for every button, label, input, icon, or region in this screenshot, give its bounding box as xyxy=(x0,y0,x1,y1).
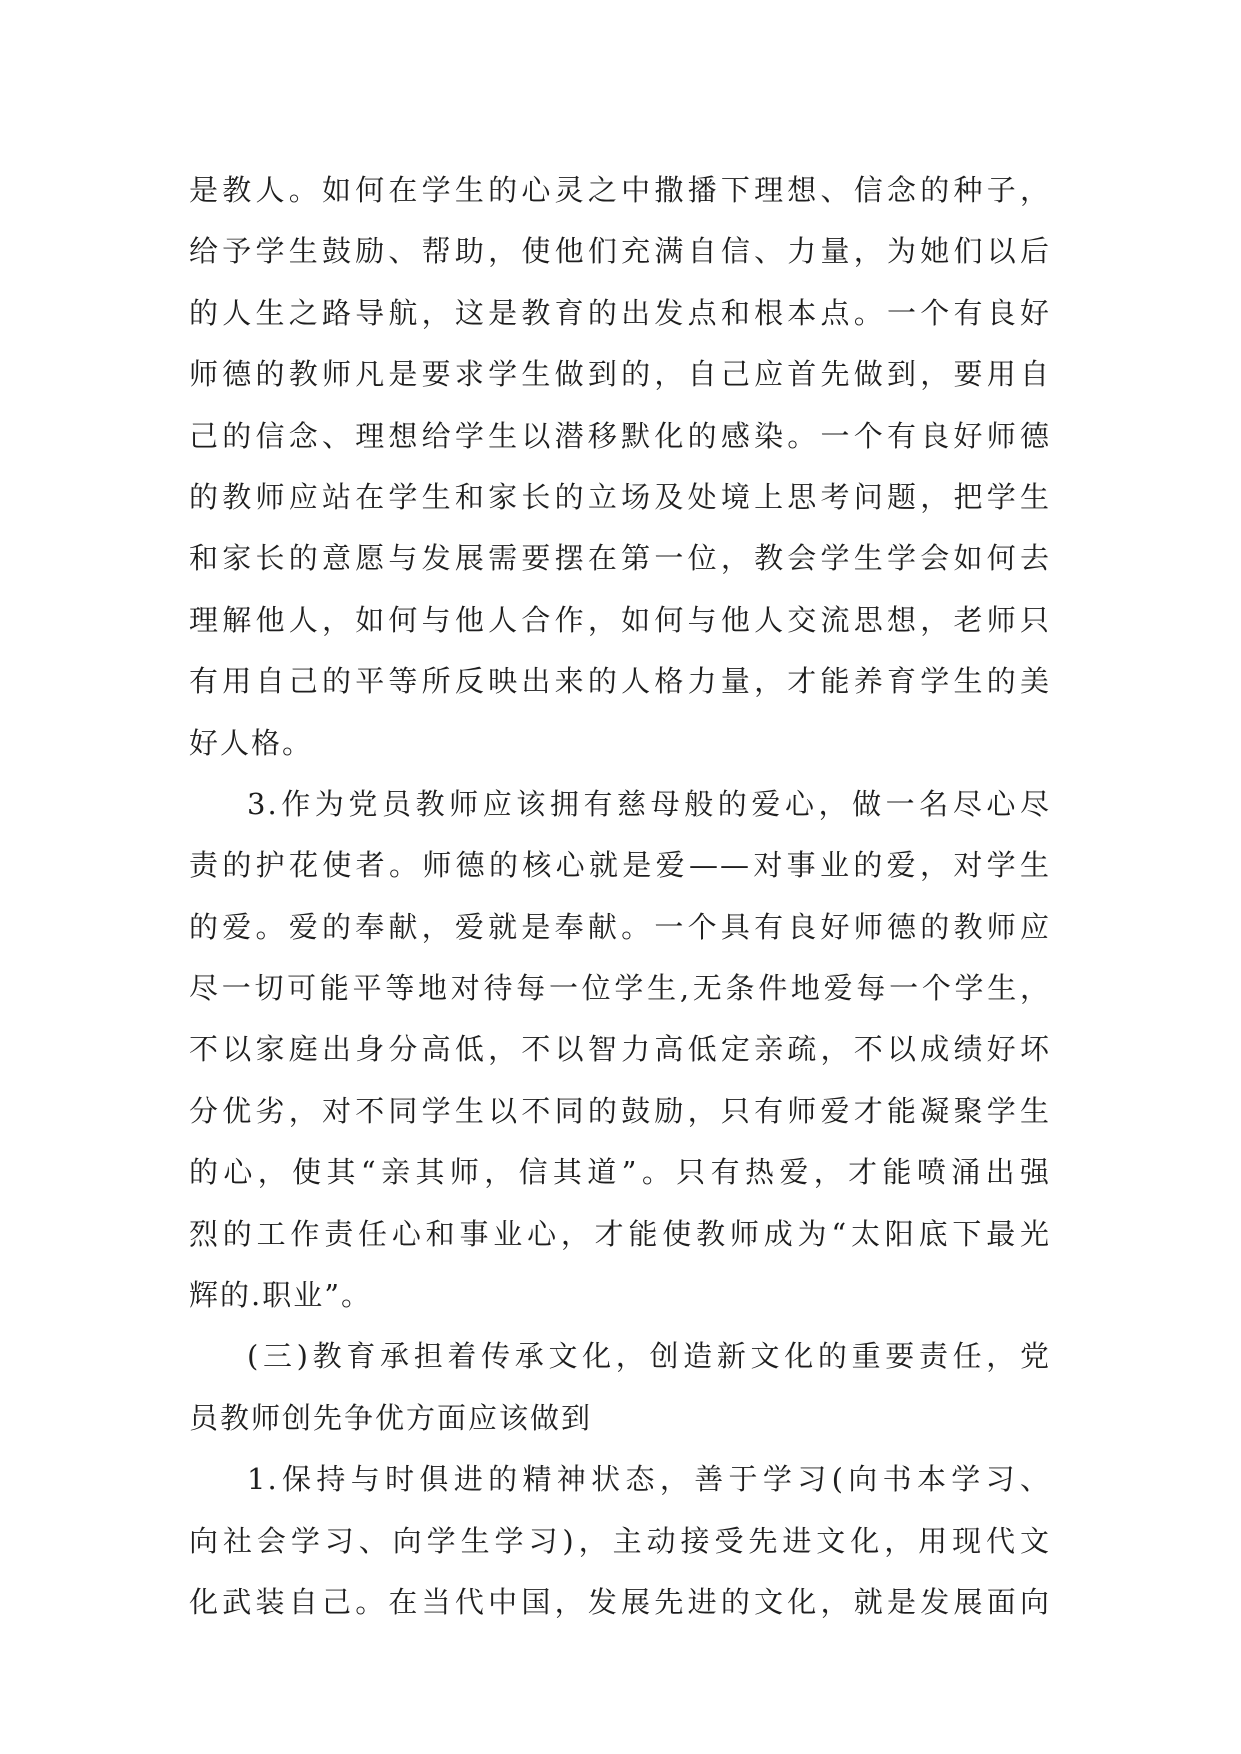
text-line: 1.保持与时俱进的精神状态，善于学习(向书本学习、 xyxy=(247,1462,1051,1497)
text-line: 责的护花使者。师德的核心就是爱——对事业的爱，对学生 xyxy=(189,848,1051,883)
text-line: 的人生之路导航，这是教育的出发点和根本点。一个有良好 xyxy=(189,295,1051,330)
text-line: 的教师应站在学生和家长的立场及处境上思考问题，把学生 xyxy=(189,479,1051,514)
text-line: 尽一切可能平等地对待每一位学生,无条件地爱每一个学生， xyxy=(189,971,1051,1006)
text-line: (三)教育承担着传承文化，创造新文化的重要责任，党 xyxy=(247,1339,1051,1374)
document-body xyxy=(189,160,1051,1633)
text-line: 己的信念、理想给学生以潜移默化的感染。一个有良好师德 xyxy=(189,418,1051,453)
text-line: 是教人。如何在学生的心灵之中撒播下理想、信念的种子， xyxy=(189,173,1051,207)
text-line: 师德的教师凡是要求学生做到的，自己应首先做到，要用自 xyxy=(189,357,1051,392)
text-line: 给予学生鼓励、帮助，使他们充满自信、力量，为她们以后 xyxy=(189,234,1051,269)
text-line: 的爱。爱的奉献，爱就是奉献。一个具有良好师德的教师应 xyxy=(189,909,1051,944)
text-line: 的心，使其“亲其师，信其道”。只有热爱，才能喷涌出强 xyxy=(189,1155,1051,1190)
text-line: 化武装自己。在当代中国，发展先进的文化，就是发展面向 xyxy=(189,1584,1051,1619)
text-line: 和家长的意愿与发展需要摆在第一位，教会学生学会如何去 xyxy=(189,541,1051,576)
text-line: 不以家庭出身分高低，不以智力高低定亲疏，不以成绩好坏 xyxy=(189,1032,1051,1067)
text-line: 有用自己的平等所反映出来的人格力量，才能养育学生的美 xyxy=(189,664,1051,699)
text-line: 3.作为党员教师应该拥有慈母般的爱心，做一名尽心尽 xyxy=(247,786,1051,821)
text-line: 分优劣，对不同学生以不同的鼓励，只有师爱才能凝聚学生 xyxy=(189,1093,1051,1128)
text-line: 向社会学习、向学生学习)，主动接受先进文化，用现代文 xyxy=(189,1523,1051,1558)
text-line: 辉的.职业”。 xyxy=(189,1278,373,1313)
text-line: 理解他人，如何与他人合作，如何与他人交流思想，老师只 xyxy=(189,602,1051,637)
text-line: 烈的工作责任心和事业心，才能使教师成为“太阳底下最光 xyxy=(189,1216,1051,1251)
text-line: 好人格。 xyxy=(189,725,314,760)
text-line: 员教师创先争优方面应该做到 xyxy=(189,1400,593,1435)
